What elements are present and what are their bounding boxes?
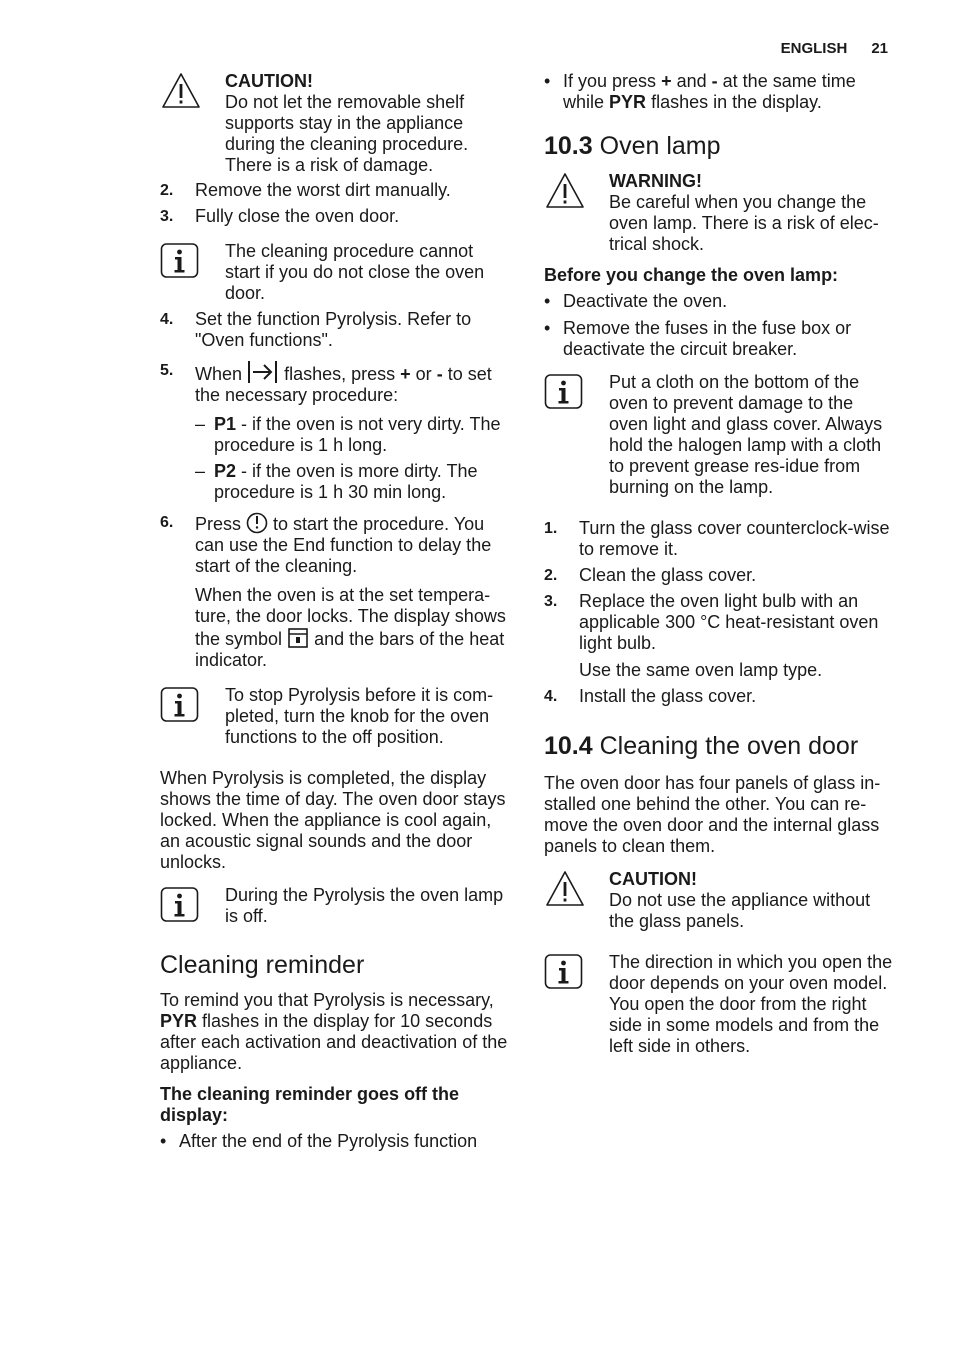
left-column bbox=[160, 71, 512, 1152]
info-text: To stop Pyrolysis before it is com-pleted, turn the knob for the oven functions to the off position. bbox=[225, 685, 494, 747]
bullet-text: If you press bbox=[563, 71, 657, 91]
plus-key: + bbox=[400, 364, 411, 384]
lamp-step-4 bbox=[544, 686, 896, 707]
procedure-text: - if the oven is more dirty. The procedure is 1 h 30 min long. bbox=[214, 461, 478, 502]
caution-text: Do not use the appliance without the glass panels. bbox=[609, 890, 871, 931]
step-text: When bbox=[195, 364, 243, 384]
step-2 bbox=[160, 180, 512, 201]
info-notice-cloth bbox=[544, 372, 896, 498]
section-10-3-heading bbox=[544, 131, 896, 161]
door-lock-icon bbox=[287, 627, 309, 649]
arrow-to-bar-icon bbox=[247, 360, 279, 384]
header-language: ENGLISH bbox=[780, 40, 848, 57]
step-text: Clean the glass cover. bbox=[579, 565, 757, 585]
reminder-bullet-1 bbox=[160, 1131, 512, 1152]
procedure-p2 bbox=[195, 461, 512, 503]
lamp-step-1 bbox=[544, 518, 896, 560]
before-change-heading: Before you change the oven lamp: bbox=[544, 265, 839, 285]
info-icon bbox=[160, 685, 225, 730]
info-icon bbox=[544, 952, 609, 997]
step-text: Replace the oven light bulb with an applicable 300 °C heat-resistant oven light bulb. bbox=[579, 591, 879, 653]
step-3 bbox=[160, 206, 512, 227]
step-number: 2. bbox=[544, 567, 558, 584]
step-text: or bbox=[415, 364, 432, 384]
step-text: Press bbox=[195, 514, 242, 534]
lamp-step-3 bbox=[544, 591, 896, 654]
step-text: flashes, press bbox=[284, 364, 396, 384]
procedure-code: P1 bbox=[214, 414, 237, 434]
lamp-step-3-note: Use the same oven lamp type. bbox=[579, 660, 823, 680]
info-text: Put a cloth on the bottom of the oven to prevent damage to the oven light and glass cover. Always hold the halogen lamp with a cloth to prevent grease res-idue from burning on the lamp. bbox=[609, 372, 883, 497]
step-6 bbox=[160, 512, 512, 577]
step-text: to start the procedure. You can use the End function to delay the start of the cleaning. bbox=[195, 514, 492, 576]
section-10-4-heading bbox=[544, 731, 896, 761]
clock-power-icon bbox=[246, 512, 268, 534]
paragraph-text: and the bars of the heat indicator. bbox=[195, 629, 505, 670]
completed-paragraph: When Pyrolysis is completed, the display shows the time of day. The oven door stays locked. When the appliance is cool again, an acoustic signal sounds and the door unlocks. bbox=[160, 768, 506, 872]
paragraph-text: When the oven is at the set tempera-ture, the door locks. The display shows the symbol bbox=[195, 585, 506, 649]
pyr-code: PYR bbox=[609, 92, 647, 112]
dash: – bbox=[195, 461, 206, 481]
procedure-code: P2 bbox=[214, 461, 237, 481]
section-number: 10.3 bbox=[544, 132, 593, 160]
warning-triangle-icon bbox=[544, 869, 609, 914]
step-text: Remove the worst dirt manually. bbox=[195, 180, 451, 200]
reminder-paragraph bbox=[160, 990, 512, 1074]
procedure-text: - if the oven is not very dirty. The procedure is 1 h long. bbox=[214, 414, 501, 455]
bullet: • bbox=[544, 318, 551, 338]
caution-notice-glass bbox=[544, 869, 896, 932]
bullet-text: at the same time while bbox=[563, 71, 856, 112]
step-text: Install the glass cover. bbox=[579, 686, 757, 706]
info-icon bbox=[160, 241, 225, 286]
before-bullet-2 bbox=[544, 318, 896, 360]
step-number: 3. bbox=[160, 208, 174, 225]
info-notice-direction bbox=[544, 952, 896, 1057]
right-column bbox=[544, 71, 896, 1057]
reminder-subheading: The cleaning reminder goes off the display: bbox=[160, 1084, 460, 1125]
bullet: • bbox=[544, 291, 551, 311]
procedure-p1 bbox=[195, 414, 512, 456]
bullet: • bbox=[544, 71, 551, 91]
caution-text: Do not let the removable shelf supports stay in the appliance during the cleaning procedure. There is a risk of damage. bbox=[225, 92, 469, 175]
door-paragraph: The oven door has four panels of glass in-stalled one behind the other. You can re-move the oven door and the internal glass panels to clean them. bbox=[544, 773, 881, 856]
warning-notice bbox=[544, 171, 896, 255]
page-header bbox=[757, 38, 888, 59]
info-icon bbox=[544, 372, 609, 417]
section-title: Oven lamp bbox=[599, 132, 721, 160]
reminder-bullet-2 bbox=[544, 71, 896, 113]
bullet-text: After the end of the Pyrolysis function bbox=[179, 1131, 478, 1151]
warning-triangle-icon bbox=[160, 71, 225, 116]
dash: – bbox=[195, 414, 206, 434]
warning-title: WARNING! bbox=[609, 171, 702, 191]
info-text: The cleaning procedure cannot start if you do not close the oven door. bbox=[225, 241, 485, 303]
section-number: 10.4 bbox=[544, 732, 593, 760]
bullet: • bbox=[160, 1131, 167, 1151]
step-5 bbox=[160, 360, 512, 406]
minus-key: - bbox=[711, 71, 718, 91]
step-number: 3. bbox=[544, 593, 558, 610]
step-number: 4. bbox=[544, 688, 558, 705]
step-4 bbox=[160, 309, 512, 351]
info-notice-lamp bbox=[160, 885, 512, 930]
bullet-text: Deactivate the oven. bbox=[563, 291, 728, 311]
step-number: 6. bbox=[160, 514, 174, 531]
caution-title: CAUTION! bbox=[609, 869, 697, 889]
door-lock-paragraph bbox=[195, 585, 512, 671]
paragraph-text: To remind you that Pyrolysis is necessary, bbox=[160, 990, 494, 1010]
before-bullet-1 bbox=[544, 291, 896, 312]
bullet-text: Remove the fuses in the fuse box or deactivate the circuit breaker. bbox=[563, 318, 852, 359]
warning-triangle-icon bbox=[544, 171, 609, 216]
step-text: to set the necessary procedure: bbox=[195, 364, 492, 405]
paragraph-text: flashes in the display for 10 seconds after each activation and deactivation of the appliance. bbox=[160, 1011, 508, 1073]
step-number: 1. bbox=[544, 520, 558, 537]
step-number: 5. bbox=[160, 362, 174, 379]
bullet-text: and bbox=[676, 71, 707, 91]
step-number: 2. bbox=[160, 182, 174, 199]
header-page-number: 21 bbox=[871, 40, 888, 57]
bullet-text: flashes in the display. bbox=[651, 92, 822, 112]
lamp-step-2 bbox=[544, 565, 896, 586]
plus-key: + bbox=[661, 71, 672, 91]
step-number: 4. bbox=[160, 311, 174, 328]
caution-notice bbox=[160, 71, 512, 176]
pyr-code: PYR bbox=[160, 1011, 198, 1031]
info-text: The direction in which you open the door depends on your oven model. You open the door from the right side in some models and from the left side in others. bbox=[609, 952, 893, 1056]
step-text: Turn the glass cover counterclock-wise to remove it. bbox=[579, 518, 890, 559]
minus-key: - bbox=[436, 364, 443, 384]
info-notice-stop bbox=[160, 685, 512, 748]
cleaning-reminder-heading: Cleaning reminder bbox=[160, 951, 365, 979]
section-title: Cleaning the oven door bbox=[599, 732, 859, 760]
info-icon bbox=[160, 885, 225, 930]
info-notice-door bbox=[160, 241, 512, 304]
caution-title: CAUTION! bbox=[225, 71, 313, 91]
step-text: Fully close the oven door. bbox=[195, 206, 400, 226]
warning-text: Be careful when you change the oven lamp. There is a risk of elec-trical shock. bbox=[609, 192, 879, 254]
step-text: Set the function Pyrolysis. Refer to "Oven functions". bbox=[195, 309, 472, 350]
info-text: During the Pyrolysis the oven lamp is off. bbox=[225, 885, 504, 926]
